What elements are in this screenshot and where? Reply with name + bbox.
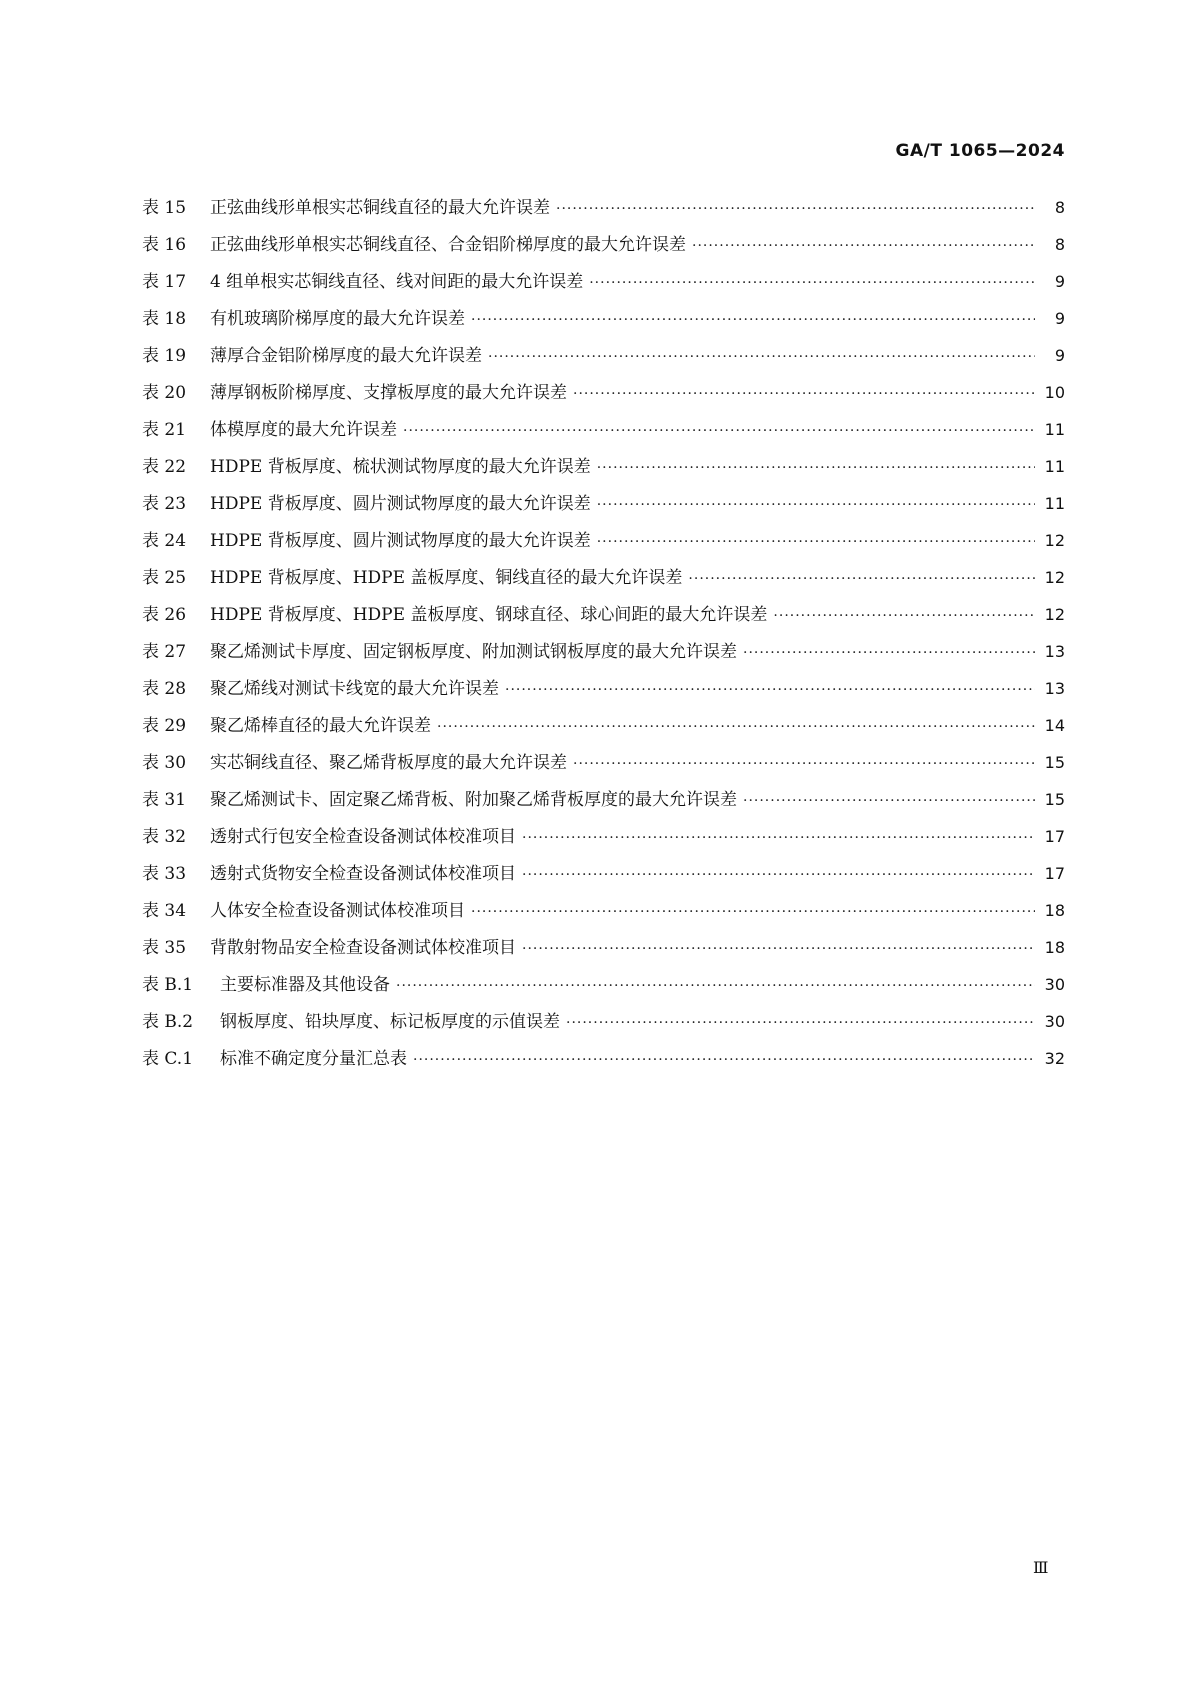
- toc-label: 表 24: [142, 531, 187, 551]
- dot-leader: [773, 608, 1035, 624]
- toc-page-number: 9: [1054, 272, 1065, 291]
- toc-title: 透射式行包安全检查设备测试体校准项目: [210, 827, 516, 847]
- dot-leader: [471, 312, 1035, 328]
- dot-leader: [437, 719, 1035, 735]
- dot-leader: [505, 682, 1035, 698]
- toc-page-number: 17: [1044, 827, 1065, 846]
- toc-label: 表 28: [142, 679, 187, 699]
- toc-label: 表 23: [142, 494, 187, 514]
- toc-label: 表 15: [142, 198, 187, 218]
- toc-label: 表 32: [142, 827, 187, 847]
- toc-label: 表 30: [142, 753, 187, 773]
- toc-title: 正弦曲线形单根实芯铜线直径、合金铝阶梯厚度的最大允许误差: [210, 235, 686, 255]
- dot-leader: [743, 645, 1035, 661]
- dot-leader: [589, 275, 1035, 291]
- toc-entry[interactable]: [142, 267, 1065, 304]
- table-list: [142, 193, 1065, 1081]
- toc-page-number: 15: [1044, 790, 1065, 809]
- toc-title: 正弦曲线形单根实芯铜线直径的最大允许误差: [210, 198, 550, 218]
- toc-label: 表 27: [142, 642, 187, 662]
- toc-page-number: 12: [1044, 605, 1065, 624]
- toc-page-number: 15: [1044, 753, 1065, 772]
- dot-leader: [566, 1015, 1035, 1031]
- toc-entry[interactable]: [142, 600, 1065, 637]
- toc-label: 表 29: [142, 716, 187, 736]
- toc-entry[interactable]: [142, 378, 1065, 415]
- page-number: Ⅲ: [1033, 1558, 1049, 1577]
- toc-title: 实芯铜线直径、聚乙烯背板厚度的最大允许误差: [210, 753, 567, 773]
- toc-label: 表 26: [142, 605, 187, 625]
- dot-leader: [488, 349, 1035, 365]
- toc-title: 背散射物品安全检查设备测试体校准项目: [210, 938, 516, 958]
- toc-page-number: 9: [1054, 346, 1065, 365]
- dot-leader: [692, 238, 1035, 254]
- toc-title: 钢板厚度、铅块厚度、标记板厚度的示值误差: [220, 1012, 560, 1032]
- toc-entry[interactable]: [142, 452, 1065, 489]
- dot-leader: [522, 830, 1035, 846]
- toc-entry[interactable]: [142, 304, 1065, 341]
- dot-leader: [403, 423, 1035, 439]
- toc-entry[interactable]: [142, 933, 1065, 970]
- toc-page-number: 13: [1044, 679, 1065, 698]
- toc-label: 表 22: [142, 457, 187, 477]
- toc-entry[interactable]: [142, 785, 1065, 822]
- toc-entry[interactable]: [142, 896, 1065, 933]
- dot-leader: [522, 941, 1035, 957]
- toc-entry[interactable]: [142, 563, 1065, 600]
- toc-label: 表 19: [142, 346, 187, 366]
- toc-title: HDPE 背板厚度、圆片测试物厚度的最大允许误差: [210, 531, 591, 551]
- toc-label: 表 20: [142, 383, 187, 403]
- toc-title: HDPE 背板厚度、HDPE 盖板厚度、铜线直径的最大允许误差: [210, 568, 683, 588]
- dot-leader: [573, 756, 1035, 772]
- toc-entry[interactable]: [142, 637, 1065, 674]
- toc-title: 薄厚钢板阶梯厚度、支撑板厚度的最大允许误差: [210, 383, 567, 403]
- toc-page-number: 8: [1054, 198, 1065, 217]
- toc-page-number: 30: [1044, 1012, 1065, 1031]
- dot-leader: [396, 978, 1035, 994]
- toc-entry[interactable]: [142, 674, 1065, 711]
- toc-title: HDPE 背板厚度、HDPE 盖板厚度、钢球直径、球心间距的最大允许误差: [210, 605, 768, 625]
- toc-title: 有机玻璃阶梯厚度的最大允许误差: [210, 309, 465, 329]
- toc-title: 标准不确定度分量汇总表: [220, 1049, 407, 1069]
- toc-entry[interactable]: [142, 1007, 1065, 1044]
- toc-page-number: 8: [1054, 235, 1065, 254]
- toc-entry[interactable]: [142, 711, 1065, 748]
- toc-page-number: 17: [1044, 864, 1065, 883]
- toc-entry[interactable]: [142, 970, 1065, 1007]
- toc-label: 表 16: [142, 235, 187, 255]
- toc-entry[interactable]: [142, 748, 1065, 785]
- dot-leader: [556, 201, 1035, 217]
- toc-entry[interactable]: [142, 526, 1065, 563]
- toc-title: 主要标准器及其他设备: [220, 975, 390, 995]
- toc-page-number: 9: [1054, 309, 1065, 328]
- dot-leader: [413, 1052, 1035, 1068]
- toc-label: 表 17: [142, 272, 187, 292]
- toc-entry[interactable]: [142, 859, 1065, 896]
- toc-entry[interactable]: [142, 193, 1065, 230]
- toc-page-number: 18: [1044, 901, 1065, 920]
- toc-page-number: 13: [1044, 642, 1065, 661]
- toc-page-number: 11: [1044, 494, 1065, 513]
- toc-label: 表 35: [142, 938, 187, 958]
- toc-label: 表 B.2: [142, 1012, 194, 1032]
- toc-page-number: 11: [1044, 457, 1065, 476]
- toc-title: HDPE 背板厚度、梳状测试物厚度的最大允许误差: [210, 457, 591, 477]
- toc-title: 体模厚度的最大允许误差: [210, 420, 397, 440]
- toc-title: 4 组单根实芯铜线直径、线对间距的最大允许误差: [210, 272, 584, 292]
- toc-entry[interactable]: [142, 822, 1065, 859]
- toc-label: 表 33: [142, 864, 187, 884]
- toc-entry[interactable]: [142, 1044, 1065, 1081]
- toc-label: 表 C.1: [142, 1049, 194, 1069]
- standard-code: GA/T 1065—2024: [895, 141, 1065, 161]
- toc-title: 薄厚合金铝阶梯厚度的最大允许误差: [210, 346, 482, 366]
- toc-entry[interactable]: [142, 230, 1065, 267]
- dot-leader: [597, 497, 1035, 513]
- toc-title: 透射式货物安全检查设备测试体校准项目: [210, 864, 516, 884]
- toc-label: 表 31: [142, 790, 187, 810]
- toc-page-number: 11: [1044, 420, 1065, 439]
- toc-page-number: 14: [1044, 716, 1065, 735]
- dot-leader: [597, 460, 1035, 476]
- toc-title: HDPE 背板厚度、圆片测试物厚度的最大允许误差: [210, 494, 591, 514]
- dot-leader: [471, 904, 1035, 920]
- toc-label: 表 21: [142, 420, 187, 440]
- dot-leader: [743, 793, 1035, 809]
- toc-label: 表 18: [142, 309, 187, 329]
- dot-leader: [522, 867, 1035, 883]
- toc-page-number: 10: [1044, 383, 1065, 402]
- toc-page-number: 18: [1044, 938, 1065, 957]
- toc-entry[interactable]: [142, 415, 1065, 452]
- dot-leader: [573, 386, 1035, 402]
- toc-entry[interactable]: [142, 341, 1065, 378]
- dot-leader: [597, 534, 1035, 550]
- toc-page-number: 12: [1044, 568, 1065, 587]
- toc-page-number: 30: [1044, 975, 1065, 994]
- toc-page-number: 12: [1044, 531, 1065, 550]
- toc-entry[interactable]: [142, 489, 1065, 526]
- toc-label: 表 34: [142, 901, 187, 921]
- toc-label: 表 B.1: [142, 975, 194, 995]
- dot-leader: [688, 571, 1035, 587]
- toc-title: 聚乙烯线对测试卡线宽的最大允许误差: [210, 679, 499, 699]
- toc-label: 表 25: [142, 568, 187, 588]
- toc-page-number: 32: [1044, 1049, 1065, 1068]
- toc-title: 聚乙烯棒直径的最大允许误差: [210, 716, 431, 736]
- toc-title: 人体安全检查设备测试体校准项目: [210, 901, 465, 921]
- toc-title: 聚乙烯测试卡厚度、固定钢板厚度、附加测试钢板厚度的最大允许误差: [210, 642, 737, 662]
- toc-title: 聚乙烯测试卡、固定聚乙烯背板、附加聚乙烯背板厚度的最大允许误差: [210, 790, 737, 810]
